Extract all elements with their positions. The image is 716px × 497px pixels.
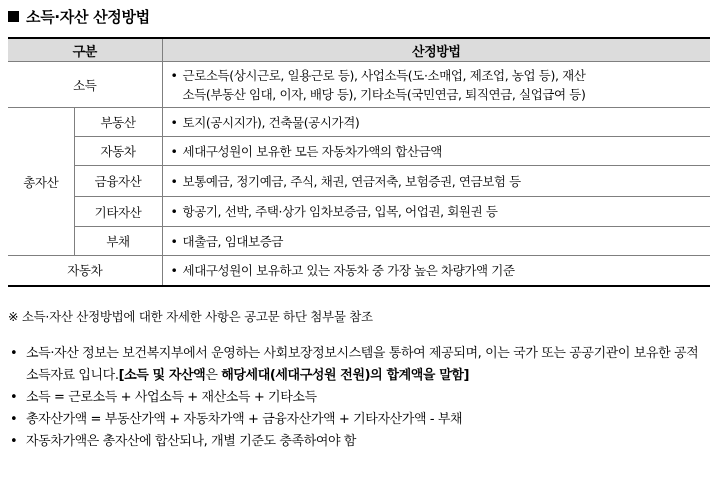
table-row-debt: 부채 • 대출금, 임대보증금 — [8, 227, 710, 256]
car-label: 자동차 — [8, 256, 162, 286]
table-row-vehicle: 자동차 • 세대구성원이 보유한 모든 자동차가액의 합산금액 — [8, 137, 710, 166]
asset-label: 기타자산 — [74, 197, 162, 227]
total-assets-label: 총자산 — [8, 108, 74, 256]
bullet-icon: • — [170, 262, 178, 278]
asset-label: 자동차 — [74, 137, 162, 166]
list-item: • 총자산가액 = 부동산가액 + 자동차가액 + 금융자산가액 + 기타자산가액 - 부채 — [8, 409, 710, 431]
bullet-icon: • — [170, 143, 178, 159]
asset-label: 부채 — [74, 227, 162, 256]
calculation-method-table — [8, 37, 710, 287]
notes-list — [8, 343, 710, 453]
asset-label: 금융자산 — [74, 166, 162, 197]
list-item: • 자동차가액은 총자산에 합산되나, 개별 기준도 충족하여야 함 — [8, 431, 710, 453]
bullet-icon: • — [170, 233, 178, 249]
reference-note: ※ 소득·자산 산정방법에 대한 자세한 사항은 공고문 하단 첨부물 참조 — [8, 309, 373, 324]
asset-label: 부동산 — [74, 108, 162, 137]
bullet-icon: • — [170, 67, 178, 83]
header-category: 구분 — [8, 38, 162, 62]
square-bullet-icon — [8, 11, 19, 22]
bullet-icon: • — [170, 204, 178, 219]
table-row-financial: 금융자산 • 보통예금, 정기예금, 주식, 채권, 연금저축, 보험증권, 연금보험 등 — [8, 166, 710, 197]
income-label: 소득 — [8, 62, 162, 108]
list-item: • 소득 = 근로소득 + 사업소득 + 재산소득 + 기타소득 — [8, 387, 710, 409]
table-header-row — [8, 38, 710, 62]
bullet-icon: • — [10, 390, 18, 405]
table-row-realestate: 총자산 부동산 • 토지(공시지가), 건축물(공시가격) — [8, 108, 710, 137]
table-row-income: 소득 • 근로소득(상시근로, 일용근로 등), 사업소득(도·소매업, 제조업, 농업 등), 재산 소득(부동산 임대, 이자, 배당 등), 기타소득(국민연금, 퇴직연금, 실업급여 등) — [8, 62, 710, 108]
list-item: • 소득·자산 정보는 보건복지부에서 운영하는 사회보장정보시스템을 통하여 제공되며, 이는 국가 또는 공공기관이 보유한 공적 소득자료 입니다.[소득 및 자산액은 해당세대(세대구성원 전원)의 합계액을 말함] — [8, 343, 710, 387]
header-method: 산정방법 — [162, 38, 710, 62]
table-row-car: 자동차 • 세대구성원이 보유하고 있는 자동차 중 가장 높은 차량가액 기준 — [8, 256, 710, 286]
bullet-icon: • — [10, 412, 18, 427]
bullet-icon: • — [170, 114, 178, 130]
table-row-other-assets: 기타자산 • 항공기, 선박, 주택·상가 임차보증금, 입목, 어업권, 회원권 등 — [8, 197, 710, 227]
bullet-icon: • — [10, 346, 18, 361]
section-title: 소득·자산 산정방법 — [8, 6, 150, 27]
bullet-icon: • — [170, 173, 178, 189]
bullet-icon: • — [10, 434, 18, 449]
